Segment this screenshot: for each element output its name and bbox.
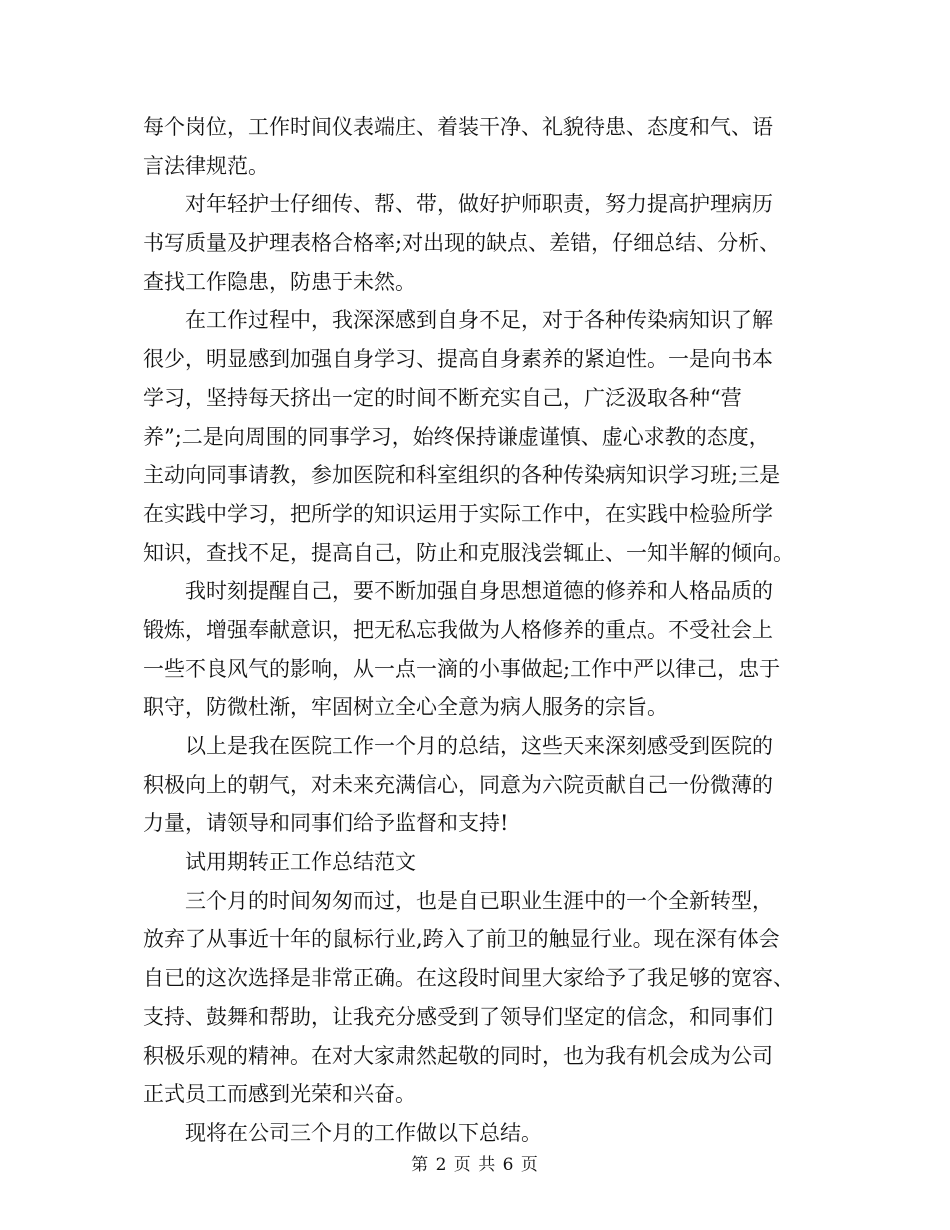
body-line: 学习，坚持每天挤出一定的时间不断充实自己，广泛汲取各种“营 (143, 385, 742, 410)
body-line: 放弃了从事近十年的鼠标行业,跨入了前卫的触显行业。现在深有体会 (143, 927, 780, 952)
paragraph-start-line: 对年轻护士仔细传、帮、带，做好护师职责，努力提高护理病历 (185, 192, 773, 217)
body-line: 知识，查找不足，提高自己，防止和克服浅尝辄止、一知半解的倾向。 (143, 540, 794, 565)
paragraph-start-line: 三个月的时间匆匆而过，也是自已职业生涯中的一个全新转型， (185, 888, 773, 913)
body-line: 一些不良风气的影响，从一点一滴的小事做起;工作中严以律己，忠于 (143, 656, 781, 681)
page-number-footer: 第 2 页 共 6 页 (411, 1155, 539, 1175)
body-line: 主动向同事请教，参加医院和科室组织的各种传染病知识学习班;三是 (143, 463, 781, 488)
body-line: 书写质量及护理表格合格率;对出现的缺点、差错，仔细总结、分析、 (143, 231, 781, 256)
body-line: 支持、鼓舞和帮助，让我充分感受到了领导们坚定的信念，和同事们 (143, 1004, 773, 1029)
body-line: 在实践中学习，把所学的知识运用于实际工作中，在实践中检验所学 (143, 501, 773, 526)
body-line: 锻炼，增强奉献意识，把无私忘我做为人格修养的重点。不受社会上 (143, 617, 773, 642)
body-line: 查找工作隐患，防患于未然。 (143, 269, 416, 294)
body-line: 职守，防微杜渐，牢固树立全心全意为病人服务的宗旨。 (143, 695, 668, 720)
body-line: 言法律规范。 (143, 153, 269, 178)
body-line: 正式员工而感到光荣和兴奋。 (143, 1082, 416, 1107)
paragraph-start-line: 我时刻提醒自己，要不断加强自身思想道德的修养和人格品质的 (185, 579, 773, 604)
body-line: 养”;二是向周围的同事学习，始终保持谦虚谨慎、虚心求教的态度， (143, 424, 770, 449)
body-line: 力量，请领导和同事们给予监督和支持! (143, 811, 509, 836)
body-line: 自已的这次选择是非常正确。在这段时间里大家给予了我足够的宽容、 (143, 966, 794, 991)
body-line: 积极乐观的精神。在对大家肃然起敬的同时，也为我有机会成为公司 (143, 1043, 773, 1068)
body-line: 积极向上的朝气，对未来充满信心，同意为六院贡献自己一份微薄的 (143, 772, 773, 797)
paragraph-start-line: 在工作过程中，我深深感到自身不足，对于各种传染病知识了解 (185, 308, 773, 333)
body-line: 很少，明显感到加强自身学习、提高自身素养的紧迫性。一是向书本 (143, 347, 773, 372)
document-body (143, 108, 805, 1153)
paragraph-start-line: 以上是我在医院工作一个月的总结，这些天来深刻感受到医院的 (185, 734, 773, 758)
paragraph-start-line: 现将在公司三个月的工作做以下总结。 (185, 1120, 542, 1145)
body-line: 每个岗位，工作时间仪表端庄、着装干净、礼貌待患、态度和气、语 (143, 115, 773, 139)
section-heading: 试用期转正工作总结范文 (185, 850, 416, 875)
